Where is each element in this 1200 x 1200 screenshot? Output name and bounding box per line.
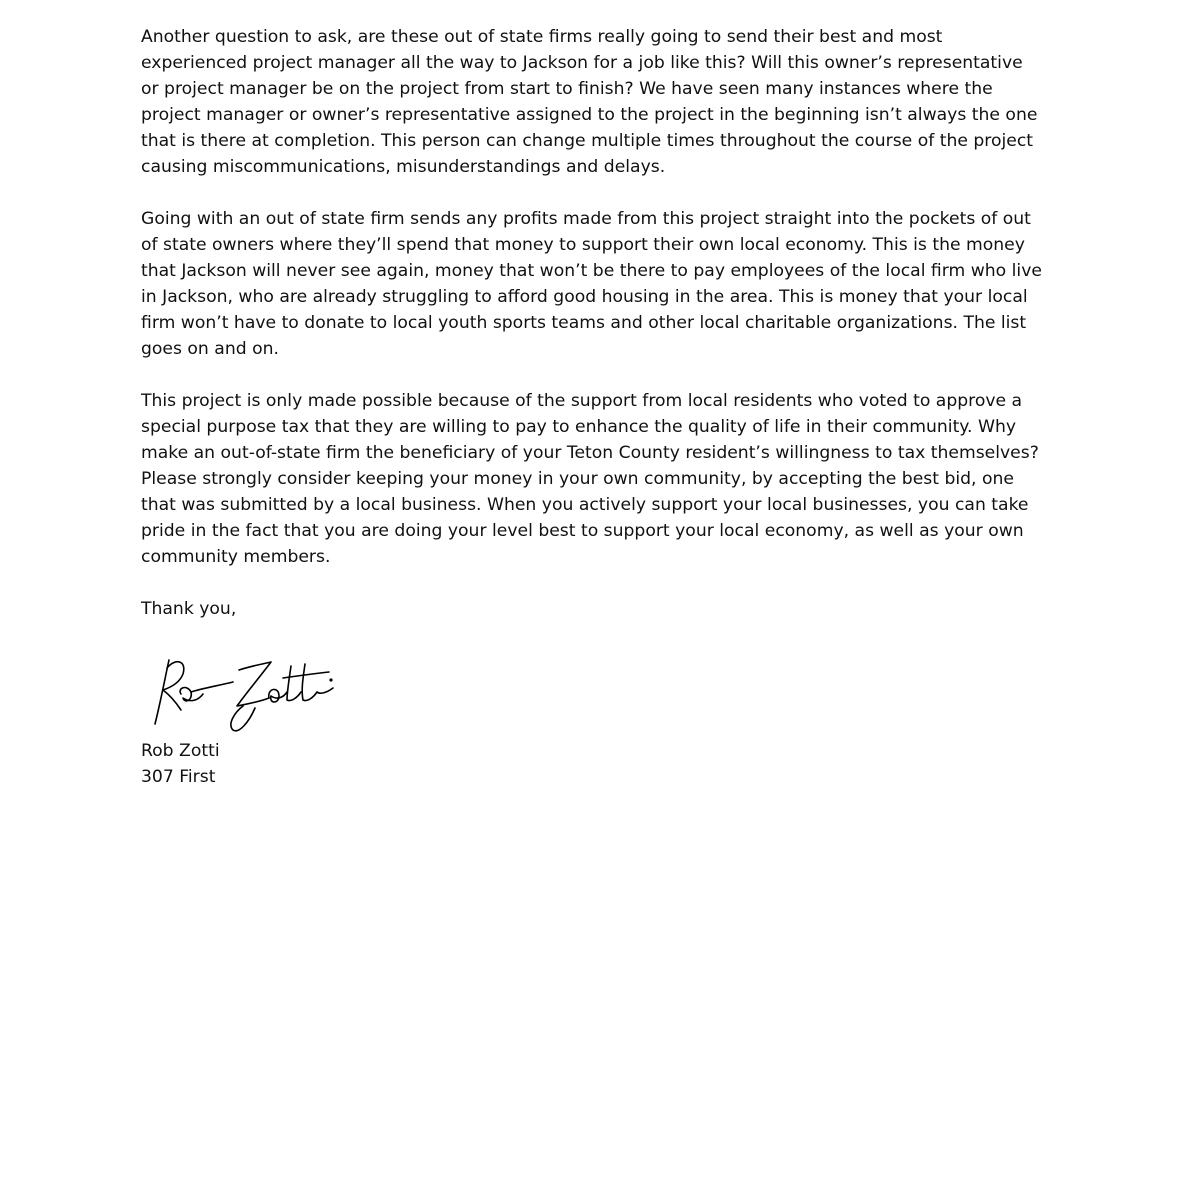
letter-body — [141, 24, 1061, 790]
text-line: that Jackson will never see again, money that won’t be there to pay employees of the local firm who live — [141, 261, 1042, 281]
text-line: project manager or owner’s representative assigned to the project in the beginning isn’t always the one — [141, 105, 1038, 125]
text-line: firm won’t have to donate to local youth sports teams and other local charitable organizations. The list — [141, 313, 1027, 333]
signer-company: 307 First — [141, 767, 216, 787]
paragraph-out-of-state-managers — [141, 24, 1061, 180]
text-line: goes on and on. — [141, 339, 279, 359]
text-line: that is there at completion. This person can change multiple times throughout the course of the project — [141, 131, 1034, 151]
text-line: special purpose tax that they are willing to pay to enhance the quality of life in their community. Why — [141, 417, 1017, 437]
handwritten-signature — [147, 648, 347, 738]
signer-name: Rob Zotti — [141, 741, 220, 761]
text-line: pride in the fact that you are doing your level best to support your local economy, as well as your own — [141, 521, 1024, 541]
text-line: of state owners where they’ll spend that money to support their own local economy. This is the money — [141, 235, 1025, 255]
signature-block — [141, 648, 1061, 790]
paragraph-local-economy — [141, 206, 1061, 362]
text-line: causing miscommunications, misunderstandings and delays. — [141, 157, 666, 177]
text-line: This project is only made possible because of the support from local residents who voted to approve a — [141, 391, 1023, 411]
paragraph-special-purpose-tax — [141, 388, 1061, 570]
text-line: community members. — [141, 547, 331, 567]
text-line: that was submitted by a local business. When you actively support your local businesses, you can take — [141, 495, 1029, 515]
closing-salutation: Thank you, — [141, 599, 237, 619]
text-line: Another question to ask, are these out of state firms really going to send their best and most — [141, 27, 943, 47]
text-line: in Jackson, who are already struggling to afford good housing in the area. This is money that your local — [141, 287, 1028, 307]
text-line: make an out-of-state firm the beneficiary of your Teton County resident’s willingness to tax themselves? — [141, 443, 1039, 463]
text-line: or project manager be on the project from start to finish? We have seen many instances where the — [141, 79, 993, 99]
text-line: experienced project manager all the way to Jackson for a job like this? Will this owner’s representative — [141, 53, 1023, 73]
text-line: Please strongly consider keeping your money in your own community, by accepting the best bid, one — [141, 469, 1014, 489]
text-line: Going with an out of state firm sends any profits made from this project straight into the pockets of out — [141, 209, 1031, 229]
